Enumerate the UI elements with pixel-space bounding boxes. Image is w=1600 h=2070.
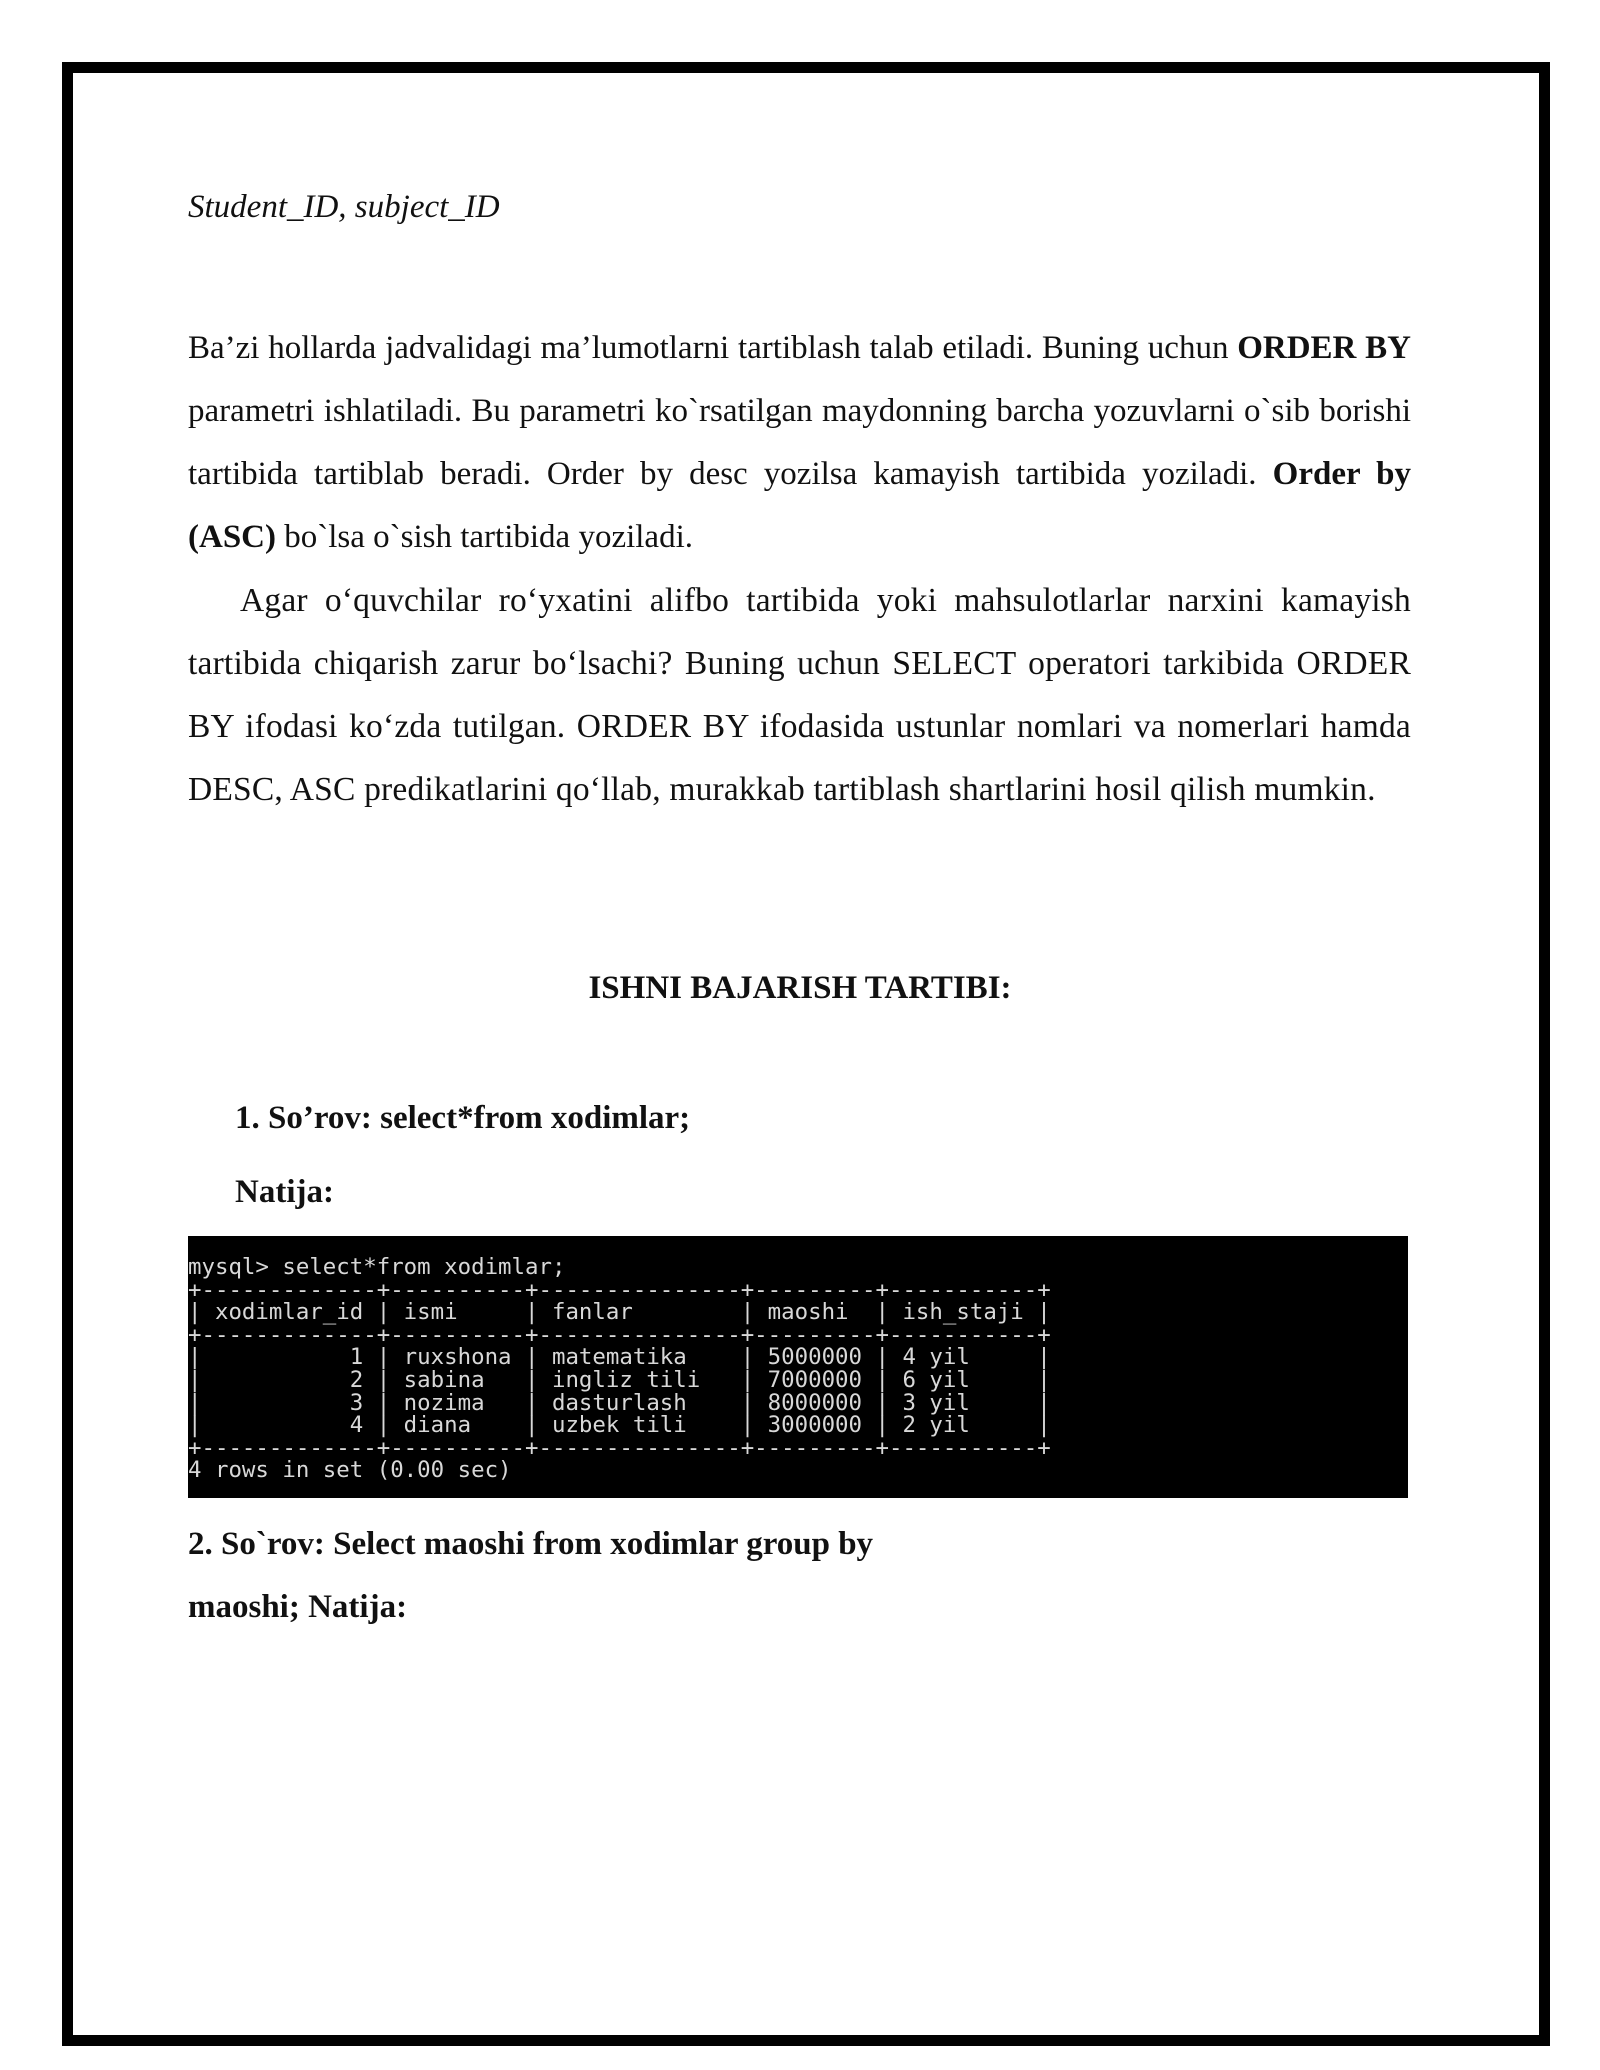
keyword-order-by-asc: Order by (ASC): [188, 456, 1411, 555]
terminal-line: 4 rows in set (0.00 sec): [188, 1457, 512, 1484]
mysql-terminal-screenshot: [188, 1236, 1408, 1498]
terminal-line: +-------------+----------+---------------+---------+-----------+: [188, 1434, 1051, 1461]
terminal-line: | 1 | ruxshona | matematika | 5000000 | 4 yil |: [188, 1344, 1051, 1371]
step2-result-label: maoshi; Natija:: [188, 1589, 408, 1625]
section-heading: ISHNI BAJARISH TARTIBI:: [588, 970, 1012, 1006]
paragraph-text: Ba’zi hollarda jadvalidagi ma’lumotlarni tartiblash talab etiladi. Buning uchun: [188, 330, 1238, 366]
paragraph-text: parametri ishlatiladi. Bu parametri ko`rsatilgan maydonning barcha yozuvlarni o`sib borishi tartibida tartiblab beradi. Order by desc yozilsa kamayish tartibida yoziladi.: [188, 393, 1411, 492]
terminal-line: | xodimlar_id | ismi | fanlar | maoshi | ish_staji |: [188, 1299, 1051, 1326]
keyword-order-by: ORDER BY: [1237, 330, 1411, 366]
paragraph-sorting: [188, 569, 1411, 821]
paragraph-text: bo`lsa o`sish tartibida yoziladi.: [276, 519, 693, 555]
terminal-line: +-------------+----------+---------------+---------+-----------+: [188, 1276, 1051, 1303]
terminal-line: mysql> select*from xodimlar;: [188, 1254, 566, 1280]
step1-result-label: Natija:: [235, 1174, 334, 1210]
terminal-output: [188, 1256, 1408, 1482]
terminal-line: | 4 | diana | uzbek tili | 3000000 | 2 yil |: [188, 1412, 1051, 1439]
paragraph-order-by: [188, 317, 1411, 569]
step1-query: 1. So’rov: select*from xodimlar;: [235, 1100, 691, 1136]
terminal-line: +-------------+----------+---------------+---------+-----------+: [188, 1321, 1051, 1348]
step2-query: 2. So`rov: Select maoshi from xodimlar group by: [188, 1526, 874, 1562]
terminal-line: | 3 | nozima | dasturlash | 8000000 | 3 yil |: [188, 1389, 1051, 1416]
terminal-line: | 2 | sabina | ingliz tili | 7000000 | 6 yil |: [188, 1366, 1051, 1393]
header-line: Student_ID, subject_ID: [188, 189, 500, 225]
paragraph-text: Agar o‘quvchilar ro‘yxatini alifbo tartibida yoki mahsulotlarlar narxini kamayish tartibida chiqarish zarur bo‘lsachi? Buning uchun SELECT operatori tarkibida ORDER BY ifodasi ko‘zda tutilgan. ORDER BY ifodasida ustunlar nomlari va nomerlari hamda DESC, ASC predikatlarini qo‘llab, murakkab tartiblash shartlarini hosil qilish mumkin.: [188, 582, 1411, 808]
